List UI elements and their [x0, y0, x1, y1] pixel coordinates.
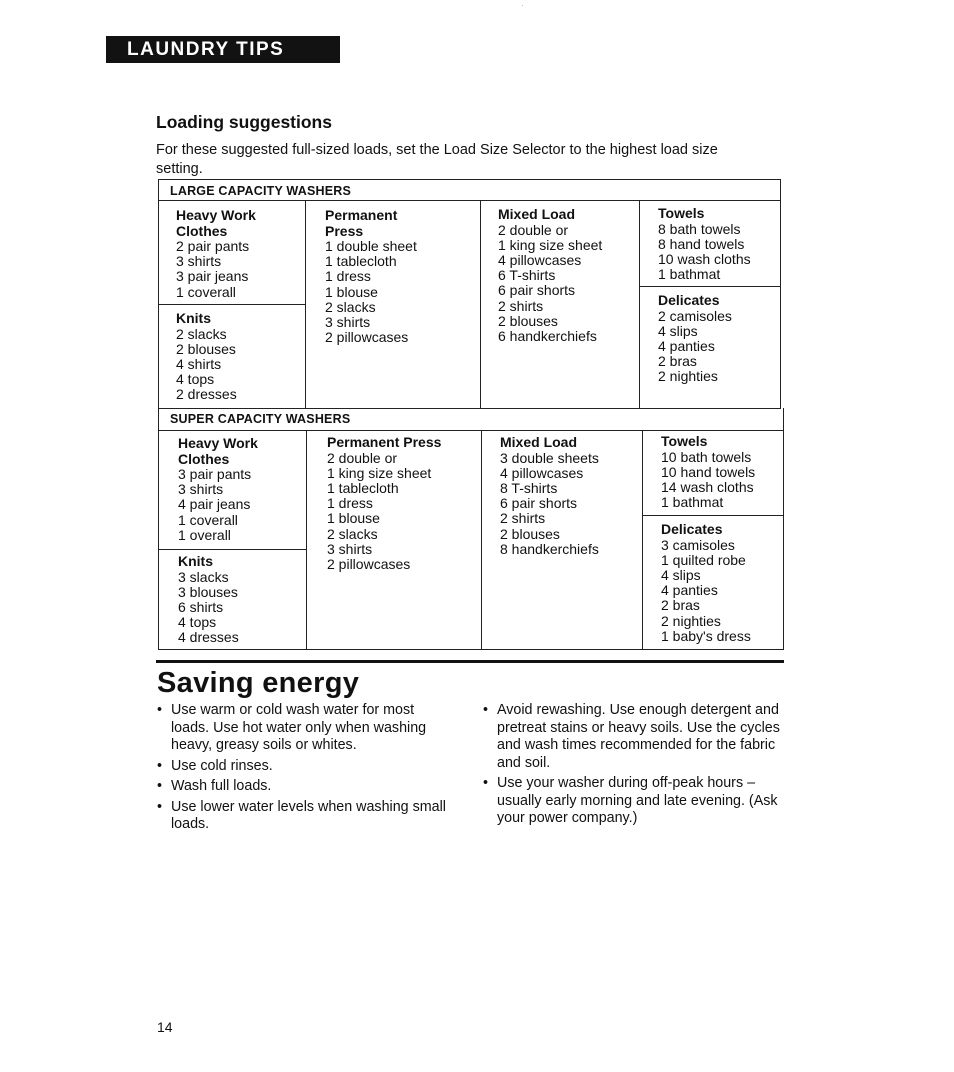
load-item: 3 shirts [327, 540, 373, 557]
large-permanent-press-cell [325, 208, 417, 345]
load-item: 1 coverall [178, 511, 238, 528]
super-permanent-press-cell [327, 435, 441, 572]
load-item: 2 blouses [176, 340, 236, 357]
load-item: 3 shirts [325, 314, 371, 331]
load-item: 1 bathmat [661, 494, 724, 511]
super-heavy-work-cell [178, 436, 258, 543]
load-item: 2 slacks [176, 325, 227, 342]
cell-heading: Clothes [178, 450, 230, 467]
load-item: 10 wash cloths [658, 250, 751, 267]
load-item: 4 tops [176, 371, 215, 388]
saving-tips-left [157, 702, 452, 837]
load-item: 1 tablecloth [327, 479, 399, 496]
load-item: 8 bath towels [658, 220, 741, 237]
load-item: 2 bras [661, 597, 700, 614]
cell-heading: Delicates [658, 292, 720, 308]
load-item: 4 shirts [176, 355, 222, 372]
load-item: 1 blouse [327, 510, 380, 527]
load-item: 2 double or [498, 221, 569, 238]
load-item: 1 tablecloth [325, 253, 397, 270]
tip-bullet: • Use lower water levels when washing small loads. [157, 799, 452, 834]
load-item: 1 dress [327, 495, 373, 512]
tip-bullet: • Avoid rewashing. Use enough detergent and pretreat stains or heavy soils. Use the cycles and wash times recommended for the fabric and soil. [483, 702, 783, 772]
cell-heading: Mixed Load [500, 434, 578, 450]
page-number: 14 [157, 1019, 173, 1035]
load-item: 2 double or [327, 449, 398, 466]
load-item: 4 slips [661, 566, 701, 583]
load-item: 3 pair jeans [176, 268, 249, 285]
load-item: 1 coverall [176, 283, 236, 300]
load-item: 3 pair pants [178, 466, 252, 482]
cell-heading: Knits [176, 310, 211, 326]
load-item: 4 slips [658, 322, 698, 339]
load-item: 1 dress [325, 268, 371, 285]
load-item: 6 handkerchiefs [498, 327, 597, 344]
cell-heading: Towels [661, 433, 708, 449]
cell-heading: Knits [178, 553, 213, 569]
large-heavy-work-cell [176, 208, 256, 300]
tip-bullet: • Wash full loads. [157, 778, 452, 796]
load-item: 2 pillowcases [327, 555, 411, 572]
load-item: 1 overall [178, 526, 231, 543]
load-item: 2 pillowcases [325, 329, 409, 346]
load-item: 8 hand towels [658, 235, 745, 252]
load-item: 2 nighties [658, 368, 718, 385]
large-capacity-title: LARGE CAPACITY WASHERS [170, 184, 352, 198]
load-item: 4 panties [661, 582, 718, 599]
load-item: 2 slacks [325, 298, 376, 315]
super-towels-cell [661, 434, 755, 510]
load-item: 4 pillowcases [500, 464, 584, 481]
cell-heading: Permanent Press [327, 434, 442, 450]
cell-heading: Heavy Work [178, 435, 258, 451]
load-item: 4 tops [178, 614, 217, 631]
load-item: 1 king size sheet [327, 464, 432, 481]
load-item: 2 slacks [327, 525, 378, 542]
cell-heading: Permanent [325, 207, 398, 223]
load-item: 1 king size sheet [498, 236, 603, 253]
load-item: 3 shirts [178, 481, 224, 498]
large-towels-cell [658, 206, 751, 282]
super-knits-cell [178, 554, 239, 646]
intro-paragraph: For these suggested full-sized loads, set the Load Size Selector to the highest load size setting. [156, 142, 718, 177]
loading-suggestions-heading: Loading suggestions [156, 112, 332, 132]
saving-tips-right [483, 702, 783, 831]
cell-heading: Press [325, 222, 364, 239]
load-item: 2 shirts [498, 297, 544, 314]
load-item: 10 hand towels [661, 463, 756, 480]
tip-bullet: • Use your washer during off-peak hours – usually early morning and late evening. (Ask your power company.) [483, 775, 783, 828]
scan-speck [522, 5, 523, 6]
load-item: 3 blouses [178, 583, 238, 600]
section-divider [156, 660, 784, 663]
load-item: 1 quilted robe [661, 551, 746, 568]
load-item: 4 pillowcases [498, 251, 582, 268]
load-item: 2 camisoles [658, 307, 732, 324]
load-item: 8 T-shirts [500, 479, 558, 496]
load-item: 2 blouses [498, 312, 558, 329]
cell-heading: Mixed Load [498, 206, 576, 222]
large-delicates-cell [658, 293, 732, 385]
load-item: 4 dresses [178, 629, 239, 646]
large-knits-cell [176, 311, 237, 403]
load-item: 2 dresses [176, 386, 237, 403]
cell-heading: Delicates [661, 521, 723, 537]
tip-bullet: • Use cold rinses. [157, 758, 452, 776]
tip-bullet: • Use warm or cold wash water for most loads. Use hot water only when washing heavy, greasy soils or whites. [157, 702, 452, 755]
load-item: 4 pair jeans [178, 496, 251, 513]
cell-heading: Heavy Work [176, 207, 256, 223]
section-banner: LAUNDRY TIPS [106, 36, 340, 63]
load-item: 2 pair pants [176, 238, 250, 254]
load-item: 6 pair shorts [500, 495, 578, 512]
load-item: 3 camisoles [661, 536, 735, 553]
load-item: 3 slacks [178, 568, 229, 585]
load-item: 2 shirts [500, 510, 546, 527]
load-item: 1 blouse [325, 283, 378, 300]
load-item: 14 wash cloths [661, 478, 754, 495]
load-item: 6 T-shirts [498, 267, 556, 284]
load-item: 1 bathmat [658, 266, 721, 283]
load-item: 2 nighties [661, 612, 721, 629]
super-capacity-title: SUPER CAPACITY WASHERS [170, 412, 351, 426]
load-item: 8 handkerchiefs [500, 540, 599, 557]
load-item: 2 blouses [500, 525, 560, 542]
load-item: 10 bath towels [661, 448, 752, 465]
load-item: 6 shirts [178, 598, 224, 615]
super-delicates-cell [661, 522, 751, 644]
saving-energy-heading: Saving energy [157, 667, 360, 699]
load-item: 4 panties [658, 337, 715, 354]
cell-heading: Clothes [176, 222, 228, 239]
load-item: 3 double sheets [500, 449, 599, 466]
large-mixed-load-cell [498, 207, 602, 344]
super-mixed-load-cell [500, 435, 599, 557]
load-item: 3 shirts [176, 253, 222, 270]
load-item: 2 bras [658, 353, 697, 370]
load-item: 6 pair shorts [498, 282, 576, 299]
load-item: 1 double sheet [325, 238, 417, 254]
load-item: 1 baby's dress [661, 627, 751, 644]
cell-heading: Towels [658, 205, 705, 221]
